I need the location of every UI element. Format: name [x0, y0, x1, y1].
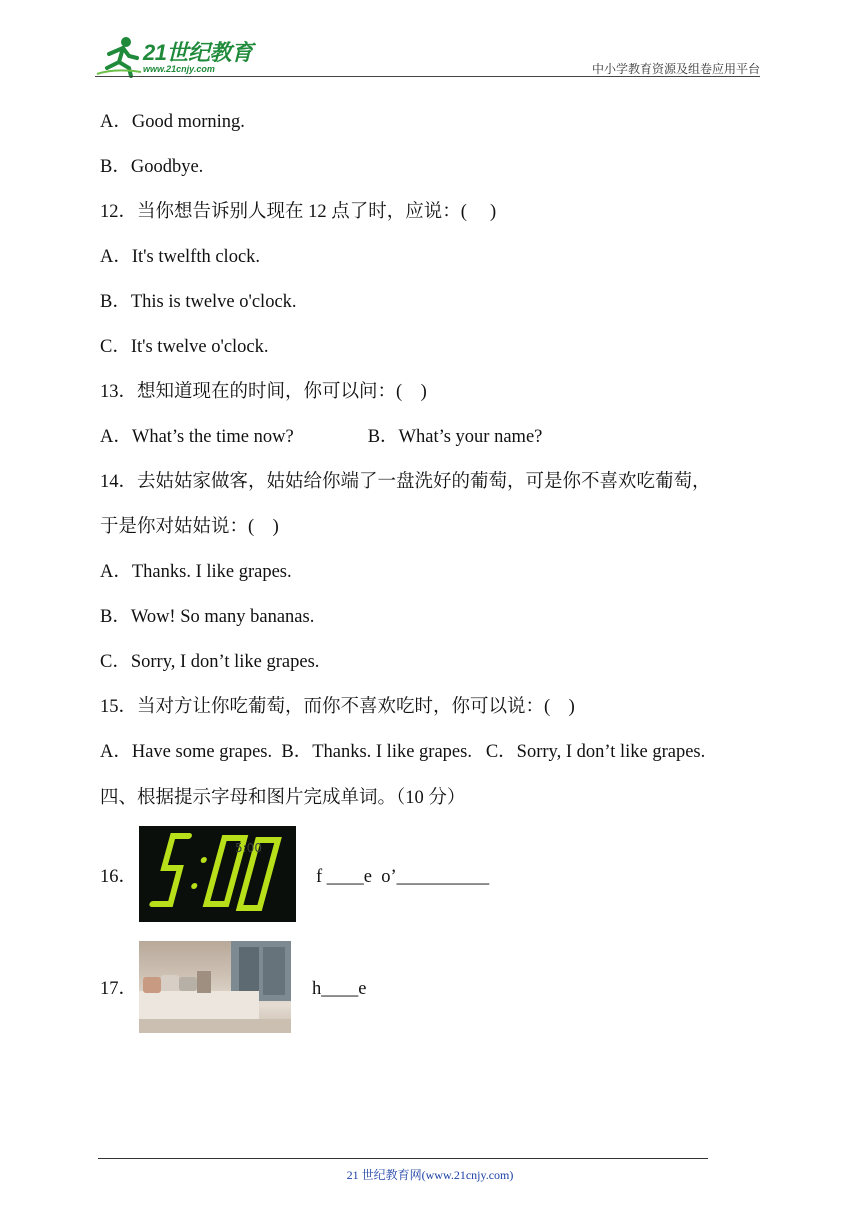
option-line: C．Sorry, I don’t like grapes.	[100, 652, 320, 672]
option-line: B．This is twelve o'clock.	[100, 292, 297, 312]
question-13: 13．想知道现在的时间，你可以问：( )	[100, 382, 427, 402]
question-17-number: 17．	[100, 979, 138, 999]
footer-link[interactable]: 21 世纪教育网(www.21cnjy.com)	[346, 1168, 514, 1182]
site-logo	[95, 34, 260, 78]
question-12: 12．当你想告诉别人现在 12 点了时，应说：( )	[100, 202, 497, 222]
runner-logo-icon	[95, 34, 143, 78]
option-line: A．It's twelfth clock.	[100, 247, 261, 267]
option-line: B．Goodbye.	[100, 157, 204, 177]
question-17-answer: h____e	[312, 979, 367, 999]
option-line: A．Thanks. I like grapes.	[100, 562, 292, 582]
question-16-answer: f ____e o’__________	[316, 867, 490, 887]
question-14: 14．去姑姑家做客，姑姑给你端了一盘洗好的葡萄，可是你不喜欢吃葡萄，	[100, 472, 711, 492]
option-line: A．Have some grapes. B．Thanks. I like grapes. C．Sorry, I don’t like grapes.	[100, 742, 706, 762]
bedroom-image	[139, 941, 291, 1033]
logo-url: www.21cnjy.com	[143, 64, 215, 74]
section-heading: 四、根据提示字母和图片完成单词。（10 分）	[100, 788, 466, 808]
option-line: B．Wow! So many bananas.	[100, 607, 315, 627]
digital-clock-image	[139, 826, 296, 922]
logo-text: 21世纪教育	[143, 40, 253, 65]
question-16-number: 16．	[100, 867, 138, 887]
question-14-cont: 于是你对姑姑说：( )	[100, 517, 279, 537]
option-line: A．What’s the time now? B．What’s your name?	[100, 427, 543, 447]
question-15: 15．当对方让你吃葡萄，而你不喜欢吃时，你可以说：( )	[100, 697, 575, 717]
page-header	[95, 30, 760, 78]
header-divider	[95, 76, 760, 77]
option-line: C．It's twelve o'clock.	[100, 337, 269, 357]
site-tagline: 中小学教育资源及组卷应用平台	[591, 62, 760, 76]
option-line: A．Good morning.	[100, 112, 245, 132]
footer-divider	[98, 1158, 708, 1159]
clock-display-text: 5:00	[235, 841, 262, 855]
